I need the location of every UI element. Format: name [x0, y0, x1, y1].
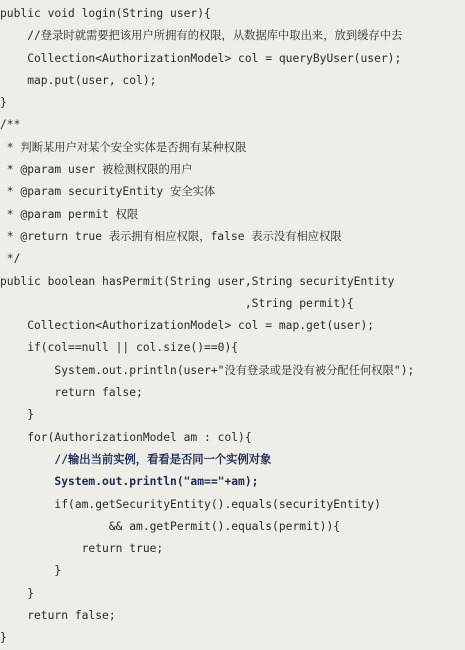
code-line: //登录时就需要把该用户所拥有的权限，从数据库中取出来，放到缓存中去	[0, 29, 403, 43]
code-line: /**	[0, 118, 21, 132]
code-line: * 判断某用户对某个安全实体是否拥有某种权限	[0, 140, 247, 154]
code-line: */	[0, 252, 21, 266]
code-line: }	[0, 408, 35, 422]
code-line: * @param user 被检测权限的用户	[0, 163, 193, 177]
code-line: }	[0, 586, 35, 600]
code-line: if(am.getSecurityEntity().equals(securityEntity)	[0, 497, 381, 511]
code-line: * @return true 表示拥有相应权限，false 表示没有相应权限	[0, 229, 342, 243]
code-line: * @param securityEntity 安全实体	[0, 185, 216, 199]
code-line: return false;	[0, 609, 116, 623]
code-line: System.out.println(user+"没有登录或是没有被分配任何权限");	[0, 363, 415, 377]
code-line: public boolean hasPermit(String user,String securityEntity	[0, 274, 395, 288]
code-line: public void login(String user){	[0, 7, 211, 20]
code-line: }	[0, 564, 62, 578]
code-line: }	[0, 631, 7, 645]
code-line: for(AuthorizationModel am : col){	[0, 430, 252, 444]
code-line: return false;	[0, 386, 143, 400]
code-line: if(col==null || col.size()==0){	[0, 341, 239, 355]
code-line: && am.getPermit().equals(permit)){	[0, 519, 341, 533]
code-line: * @param permit 权限	[0, 207, 139, 221]
code-line: }	[0, 96, 7, 110]
code-line: Collection<AuthorizationModel> col = map.get(user);	[0, 319, 375, 333]
code-line: ,String permit){	[0, 296, 354, 310]
code-line: map.put(user, col);	[0, 73, 157, 87]
code-line: return true;	[0, 542, 164, 556]
code-line-highlighted: System.out.println("am=="+am);	[0, 475, 259, 489]
code-line-highlighted: //输出当前实例，看看是否同一个实例对象	[0, 452, 272, 466]
code-line: Collection<AuthorizationModel> col = queryByUser(user);	[0, 51, 402, 65]
